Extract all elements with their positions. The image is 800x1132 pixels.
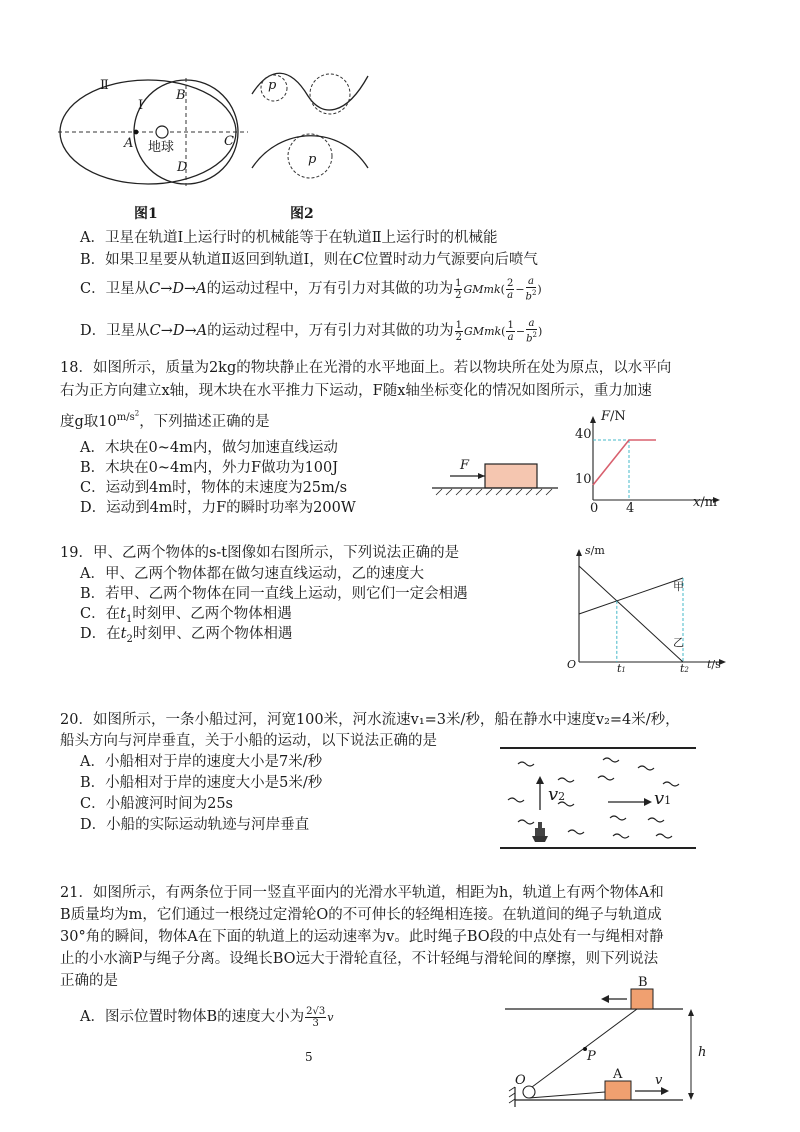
label-A: A	[613, 1067, 623, 1082]
st-chart	[565, 546, 730, 676]
v2-label: v2	[548, 784, 566, 805]
block-B	[631, 989, 653, 1009]
orbit-diagram	[58, 68, 248, 193]
pulley-diagram	[505, 975, 715, 1110]
series-yi-line	[579, 566, 683, 662]
label-v: v	[655, 1073, 663, 1088]
block-diagram	[430, 460, 560, 500]
q18-stem-line1: 18．如图所示，质量为2kg的物块静止在光滑的水平地面上。若以物块所在处为原点，以水平向	[60, 360, 672, 376]
pulley-figure	[505, 975, 715, 1110]
q17-option-d-mid: 的运动过程中，万有引力对其做的功为	[207, 323, 454, 340]
q18-option-c: C．运动到4m时，物体的末速度为25m/s	[80, 480, 348, 496]
q21-stem-line4: 止的小水滴P与绳子分离。设绳长BO远大于滑轮直径，不计轻绳与滑轮间的摩擦，则下列说法	[60, 951, 659, 967]
q17-option-c-pre: C．卫星从	[80, 281, 150, 298]
x-tick-4: 4	[626, 501, 635, 516]
q20-option-c: C．小船渡河时间为25s	[80, 796, 233, 812]
point-A-label: A	[124, 136, 134, 151]
block-figure	[430, 460, 560, 500]
q17-option-c-mid: 的运动过程中，万有引力对其做的功为	[206, 281, 454, 298]
force-series-line	[593, 440, 656, 485]
fraction-a-over-b2: $\frac{a}{b^2}$	[526, 318, 537, 345]
point-C-label: C	[224, 134, 234, 149]
label-h: h	[698, 1045, 707, 1060]
block-A	[605, 1081, 631, 1100]
st-tick-t1: t1	[617, 662, 626, 675]
q19-option-d: D．在$t_2$时刻甲、乙两个物体相遇	[80, 626, 293, 645]
q17-option-b-c: C	[352, 252, 364, 268]
q21-stem-line2: B质量均为m，它们通过一根绕过定滑轮O的不可伸长的轻绳相连接。在轨道间的绳子与轨道成	[60, 907, 662, 923]
q20-option-a: A．小船相对于岸的速度大小是7米/秒	[80, 754, 323, 770]
q21-stem-line3: 30°角的瞬间，物体A在下面的轨道上的运动速率为v。此时绳子BO段的中点处有一与绳相对静	[60, 929, 664, 945]
force-chart	[565, 409, 725, 516]
curve-figure	[250, 66, 370, 186]
q21-option-a: A．图示位置时物体B的速度大小为 $\frac{2√3}{3}$ v	[80, 1005, 334, 1029]
q20-stem-line2: 船头方向与河岸垂直，关于小船的运动，以下说法正确的是	[60, 733, 437, 749]
y-tick-10: 10	[575, 472, 592, 487]
fraction-1-over-a: $\frac{1}{a}$	[507, 319, 514, 343]
x-tick-0: 0	[590, 501, 599, 516]
q20-stem-line1: 20．如图所示，一条小船过河，河宽100米，河水流速v₁=3米/秒，船在静水中速度v₂=4米/秒，	[60, 712, 680, 728]
label-O: O	[515, 1073, 526, 1088]
fig2-caption: 图2	[290, 206, 314, 222]
q17-option-b-pre: B．如果卫星要从轨道Ⅱ返回到轨道Ⅰ，则在	[80, 252, 353, 268]
q19-option-b: B．若甲、乙两个物体在同一直线上运动，则它们一定会相遇	[80, 586, 468, 602]
fraction-2-over-a: $\frac{2}{a}$	[506, 277, 514, 301]
gravity-unit: m/s2	[116, 410, 140, 424]
fraction-half: $\frac{1}{2}$	[455, 277, 462, 301]
q18-option-a: A．木块在0~4m内，做匀加速直线运动	[80, 440, 338, 456]
page-number: 5	[305, 1050, 313, 1064]
q17-option-d-path: C→D→A	[149, 323, 208, 340]
st-tick-t2: t2	[680, 662, 689, 675]
st-x-axis-label: t/s	[707, 658, 721, 671]
label-P: P	[587, 1049, 596, 1064]
fraction-2sqrt3-over-3: $\frac{2√3}{3}$	[306, 1005, 326, 1029]
river-figure	[498, 740, 698, 860]
q17-option-d: D．卫星从C→D→A的运动过程中，万有引力对其做的功为 $\frac{1}{2}$ GMmk( $\frac{1}{a}$ − $\frac{a}{b^2}$ )	[80, 318, 543, 345]
force-label: F	[460, 458, 470, 473]
st-label-jia: 甲	[673, 580, 684, 593]
q17-option-c-path: C→D→A	[149, 281, 207, 298]
q18-stem-line3: 度g取$10^{m/s^2}$，下列描述正确的是	[60, 410, 270, 431]
q20-option-d: D．小船的实际运动轨迹与河岸垂直	[80, 817, 310, 833]
series-jia-line	[579, 578, 683, 614]
x-axis-label: x/m	[693, 495, 718, 510]
st-label-yi: 乙	[673, 636, 684, 649]
q17-option-b-post: 位置时动力气源要向后喷气	[363, 252, 538, 268]
gmmk: GMmk	[464, 325, 502, 339]
y-axis-label: F/N	[601, 409, 626, 424]
q19-option-c: C．在$t_1$时刻甲、乙两个物体相遇	[80, 606, 292, 625]
q21-stem-line1: 21．如图所示，有两条位于同一竖直平面内的光滑水平轨道，相距为h，轨道上有两个物体A和	[60, 885, 664, 901]
q17-option-c: C．卫星从C→D→A的运动过程中，万有引力对其做的功为 $\frac{1}{2}$ GMmk( $\frac{2}{a}$ − $\frac{a}{b^2}$ )	[80, 276, 542, 303]
orbit-figure	[58, 68, 248, 193]
q21-stem-line5: 正确的是	[60, 973, 118, 989]
gmmk: GMmk	[463, 283, 501, 297]
q17-option-a: A．卫星在轨道Ⅰ上运行时的机械能等于在轨道Ⅱ上运行时的机械能	[80, 230, 498, 246]
fraction-a-over-b2: $\frac{a}{b^2}$	[525, 276, 537, 303]
q18-stem-line2: 右为正方向建立x轴，现木块在水平推力下运动，F随x轴坐标变化的情况如图所示，重力加速	[60, 383, 652, 399]
orbit-label-I: Ⅰ	[138, 98, 144, 113]
v1-label: v1	[654, 788, 672, 809]
boat-icon	[532, 822, 548, 842]
q17-option-b	[80, 250, 538, 270]
point-D-label: D	[177, 160, 188, 175]
q19-stem: 19．甲、乙两个物体的s-t图像如右图所示，下列说法正确的是	[60, 545, 460, 561]
q18-option-d: D．运动到4m时，力F的瞬时功率为200W	[80, 500, 356, 516]
st-origin: O	[567, 658, 577, 671]
st-chart-svg	[565, 546, 730, 676]
q19-option-a: A．甲、乙两个物体都在做匀速直线运动，乙的速度大	[80, 566, 424, 582]
y-tick-40: 40	[575, 427, 592, 442]
curve-point-p2: p	[308, 152, 317, 167]
q20-option-b: B．小船相对于岸的速度大小是5米/秒	[80, 775, 323, 791]
q18-option-b: B．木块在0~4m内，外力F做功为100J	[80, 460, 339, 476]
earth-label: 地球	[148, 140, 175, 155]
fraction-half: $\frac{1}{2}$	[455, 319, 463, 343]
curve-point-p1: p	[268, 78, 277, 93]
orbit-label-II: Ⅱ	[100, 78, 109, 93]
label-B: B	[638, 975, 648, 990]
fig1-caption: 图1	[134, 206, 158, 222]
point-B-label: B	[176, 88, 186, 103]
st-y-axis-label: s/m	[585, 544, 605, 557]
rope-OA	[529, 1092, 605, 1098]
q17-option-d-pre: D．卫星从	[80, 323, 150, 340]
